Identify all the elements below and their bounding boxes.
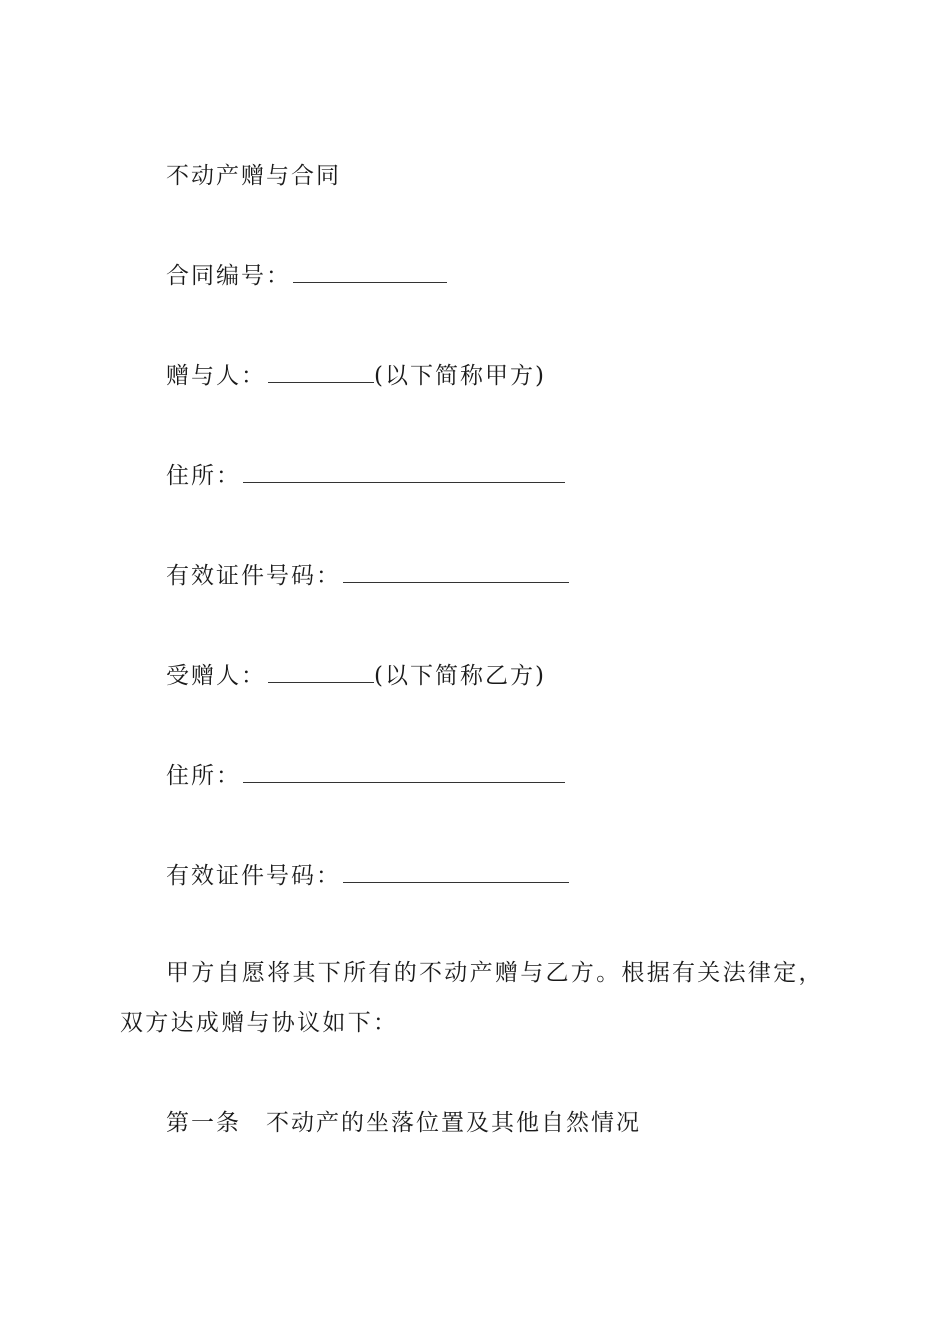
- donee-suffix: (以下简称乙方): [374, 663, 546, 689]
- donor-name-blank: [268, 362, 374, 383]
- contract-number-blank: [293, 262, 447, 283]
- donor-address-line: [166, 461, 565, 491]
- donor-id-label: 有效证件号码：: [166, 563, 341, 589]
- donor-suffix: (以下简称甲方): [374, 363, 546, 389]
- donee-address-blank: [243, 762, 565, 783]
- donor-line: [166, 361, 546, 391]
- donee-id-label: 有效证件号码：: [166, 863, 341, 889]
- donee-name-blank: [268, 662, 374, 683]
- donee-id-blank: [343, 862, 569, 883]
- document-title: 不动产赠与合同: [166, 163, 341, 189]
- donee-id-line: [166, 861, 569, 891]
- donor-id-blank: [343, 562, 569, 583]
- donee-label: 受赠人：: [166, 663, 266, 689]
- donor-address-label: 住所：: [166, 463, 241, 489]
- donee-line: [166, 661, 546, 691]
- donor-address-blank: [243, 462, 565, 483]
- donor-label: 赠与人：: [166, 363, 266, 389]
- donee-address-line: [166, 761, 565, 791]
- donee-address-label: 住所：: [166, 763, 241, 789]
- contract-number-label: 合同编号：: [166, 263, 291, 289]
- donor-id-line: [166, 561, 569, 591]
- contract-number-line: [166, 261, 447, 291]
- article-1-heading: 第一条 不动产的坐落位置及其他自然情况: [166, 1110, 641, 1136]
- intro-paragraph: 甲方自愿将其下所有的不动产赠与乙方。根据有关法律定，双方达成赠与协议如下：: [120, 960, 824, 1036]
